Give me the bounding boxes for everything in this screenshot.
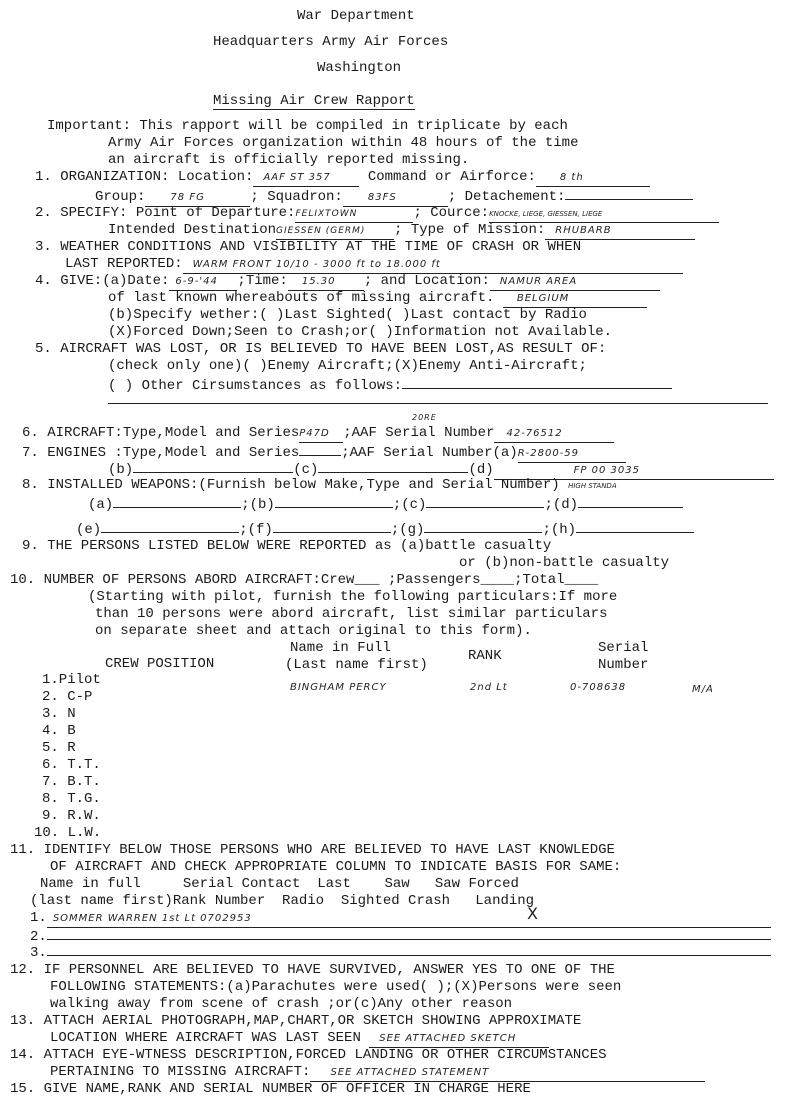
section-8-row-1: (a) ;(b) ;(c) ;(d)	[88, 494, 683, 513]
city-heading: Washington	[317, 60, 402, 76]
crew-pos-3: 3. N	[42, 706, 76, 722]
section-1-group: Group: 78 FG ; Squadron: 83FS ; Detachement:	[95, 186, 693, 207]
section-11-header-1: Name in full Serial Contact Last Saw Saw Forced	[40, 876, 519, 892]
section-4-give: 4. GIVE:(a)Date: 6-9-'44 ;Time: 15.30 ; and Location: NAMUR AREA	[35, 273, 660, 291]
date-value: 6-9-'44	[169, 274, 237, 291]
section-8-weapons: 8. INSTALLED WEAPONS:(Furnish below Make,Type and Serial Number) HIGH STANDA	[22, 477, 617, 493]
crew-pos-1: 1.Pilot	[42, 672, 101, 688]
section-11-header-2: (last name first)Rank Number Radio Sighted Crash Landing	[30, 893, 535, 909]
witness-row-1: 1. SOMMER WARREN 1st Lt 0702953	[30, 910, 771, 928]
section-5-other: ( ) Other Cirsumstances as follows:	[108, 375, 672, 394]
section-12-survived: 12. IF PERSONNEL ARE BELIEVED TO HAVE SURVIVED, ANSWER YES TO ONE OF THE	[10, 962, 615, 978]
weather-value: WARM FRONT 10/10 - 3000 ft to 18.000 ft	[183, 257, 683, 274]
note-20re: 20RE	[412, 413, 437, 422]
section-11-line-2: OF AIRCRAFT AND CHECK APPROPRIATE COLUMN TO INDICATE BASIS FOR SAME:	[50, 859, 622, 875]
pilot-rank: 2nd Lt	[470, 682, 508, 693]
country-value: BELGIUM	[503, 291, 647, 308]
crew-pos-4: 4. B	[42, 723, 76, 739]
course-value: KNOCKE, LIEGE, GIESSEN, LIEGE	[489, 206, 719, 223]
important-line-1: Important: This rapport will be compiled in triplicate by each	[47, 118, 568, 134]
statement-value: SEE ATTACHED STATEMENT	[310, 1065, 705, 1082]
crew-pos-9: 9. R.W.	[42, 808, 101, 824]
section-14-line-2: PERTAINING TO MISSING AIRCRAFT: SEE ATTACHED STATEMENT	[50, 1064, 705, 1082]
sketch-value: SEE ATTACHED SKETCH	[369, 1031, 549, 1048]
section-12-line-2: FOLLOWING STATEMENTS:(a)Parachutes were used( );(X)Persons were seen	[50, 979, 622, 995]
important-line-2: Army Air Forces organization within 48 hours of the time	[108, 135, 579, 151]
section-4-specify: (b)Specify wether:( )Last Sighted( )Last contact by Radio	[108, 307, 587, 323]
pilot-name: BINGHAM PERCY	[290, 682, 387, 693]
col-name-2: (Last name first)	[285, 657, 428, 673]
crew-pos-10: 10. L.W.	[34, 825, 102, 841]
witness-row-2: 2.	[30, 926, 771, 945]
engine-value: R-2800-59	[518, 446, 626, 463]
section-8-row-2: (e) ;(f) ;(g) ;(h)	[76, 519, 694, 538]
section-10-line-4: on separate sheet and attach original to this form).	[95, 623, 532, 639]
group-value: 78 FG	[145, 190, 250, 207]
witness-1-saw-crash-mark: X	[527, 904, 539, 923]
engine-d-serial-value: FP 00 3035	[494, 463, 774, 480]
section-9-casualty: 9. THE PERSONS LISTED BELOW WERE REPORTED as (a)battle casualty	[22, 538, 552, 554]
section-10-line-3: than 10 persons were abord aircraft, list similar particulars	[95, 606, 608, 622]
section-7-engine-serials: (b) (c) (d) FP 00 3035	[108, 459, 774, 480]
squadron-value: 83FS	[343, 190, 448, 207]
section-7-engines: 7. ENGINES :Type,Model and Series ;AAF Serial Number(a)R-2800-59	[22, 442, 626, 463]
hq-heading: Headquarters Army Air Forces	[213, 34, 449, 50]
section-11-identify: 11. IDENTIFY BELOW THOSE PERSONS WHO ARE BELIEVED TO HAVE LAST KNOWLEDGE	[10, 842, 615, 858]
col-name-1: Name in Full	[290, 640, 391, 656]
crew-pos-8: 8. T.G.	[42, 791, 101, 807]
section-6-aircraft: 6. AIRCRAFT:Type,Model and SeriesP47D ;AAF Serial Number 42-76512	[22, 425, 614, 443]
time-value: 15.30	[288, 274, 364, 291]
mission-value: RHUBARB	[545, 223, 695, 240]
blank-rule	[108, 403, 768, 404]
aircraft-type-value: P47D	[299, 426, 343, 443]
witness-row-3: 3.	[30, 942, 771, 961]
aircraft-serial-value: 42-76512	[494, 426, 614, 443]
crew-pos-5: 5. R	[42, 740, 76, 756]
section-3-weather: 3. WEATHER CONDITIONS AND VISIBILITY AT THE TIME OF CRASH OR WHEN	[35, 239, 582, 255]
dept-heading: War Department	[297, 8, 415, 24]
section-13-attach-photo: 13. ATTACH AERIAL PHOTOGRAPH,MAP,CHART,OR SKETCH SHOWING APPROXIMATE	[10, 1013, 582, 1029]
section-10-line-2: (Starting with pilot, furnish the following particulars:If more	[88, 589, 618, 605]
important-line-3: an aircraft is officially reported missing.	[108, 152, 470, 168]
col-serial-2: Number	[598, 657, 649, 673]
location-value: AAF ST 357	[253, 170, 359, 187]
section-5-lost: 5. AIRCRAFT WAS LOST, OR IS BELIEVED TO HAVE BEEN LOST,AS RESULT OF:	[35, 341, 607, 357]
col-serial-1: Serial	[598, 640, 649, 656]
col-crew-position: CREW POSITION	[105, 656, 215, 672]
col-rank: RANK	[468, 648, 502, 664]
crew-pos-2: 2. C-P	[42, 689, 93, 705]
section-4-forced-down: (X)Forced Down;Seen to Crash;or( )Information not Available.	[108, 324, 613, 340]
section-10-persons: 10. NUMBER OF PERSONS ABORD AIRCRAFT:Crew___ ;Passengers____;Total____	[10, 572, 599, 588]
command-value: 8 th	[536, 170, 650, 187]
crew-pos-6: 6. T.T.	[42, 757, 101, 773]
pilot-status: M/A	[692, 684, 714, 695]
section-14-eyewitness: 14. ATTACH EYE-WTNESS DESCRIPTION,FORCED LANDING OR OTHER CIRCUMSTANCES	[10, 1047, 607, 1063]
weapons-note: HIGH STANDA	[568, 482, 617, 490]
section-12-line-3: walking away from scene of crash ;or(c)Any other reason	[50, 996, 513, 1012]
destination-value: GIESSEN (GERM)	[276, 223, 394, 240]
section-9-non-battle: or (b)non-battle casualty	[459, 555, 670, 571]
section-4-whereabouts: of last known whereabouts of missing aircraft. BELGIUM	[108, 290, 647, 308]
departure-value: FELIXTOWN	[295, 206, 413, 223]
pilot-serial: 0-708638	[570, 682, 627, 693]
crew-pos-7: 7. B.T.	[42, 774, 101, 790]
form-title: Missing Air Crew Rapport	[213, 93, 415, 109]
section-3-last-reported: LAST REPORTED: WARM FRONT 10/10 - 3000 ft to 18.000 ft	[65, 256, 683, 274]
crash-location-value: NAMUR AREA	[490, 274, 660, 291]
section-13-line-2: LOCATION WHERE AIRCRAFT WAS LAST SEEN SEE ATTACHED SKETCH	[50, 1030, 549, 1048]
section-15-officer: 15. GIVE NAME,RANK AND SERIAL NUMBER OF OFFICER IN CHARGE HERE	[10, 1081, 531, 1097]
section-2-specify: 2. SPECIFY: Point of Departure:FELIXTOWN ; Cource:KNOCKE, LIEGE, GIESSEN, LIEGE	[35, 205, 719, 223]
section-2-destination: Intended DestinationGIESSEN (GERM) ; Type of Mission: RHUBARB	[108, 222, 695, 240]
section-1-organization: 1. ORGANIZATION: Location: AAF ST 357 Command or Airforce: 8 th	[35, 169, 650, 187]
section-5-check: (check only one)( )Enemy Aircraft;(X)Enemy Anti-Aircraft;	[108, 358, 587, 374]
